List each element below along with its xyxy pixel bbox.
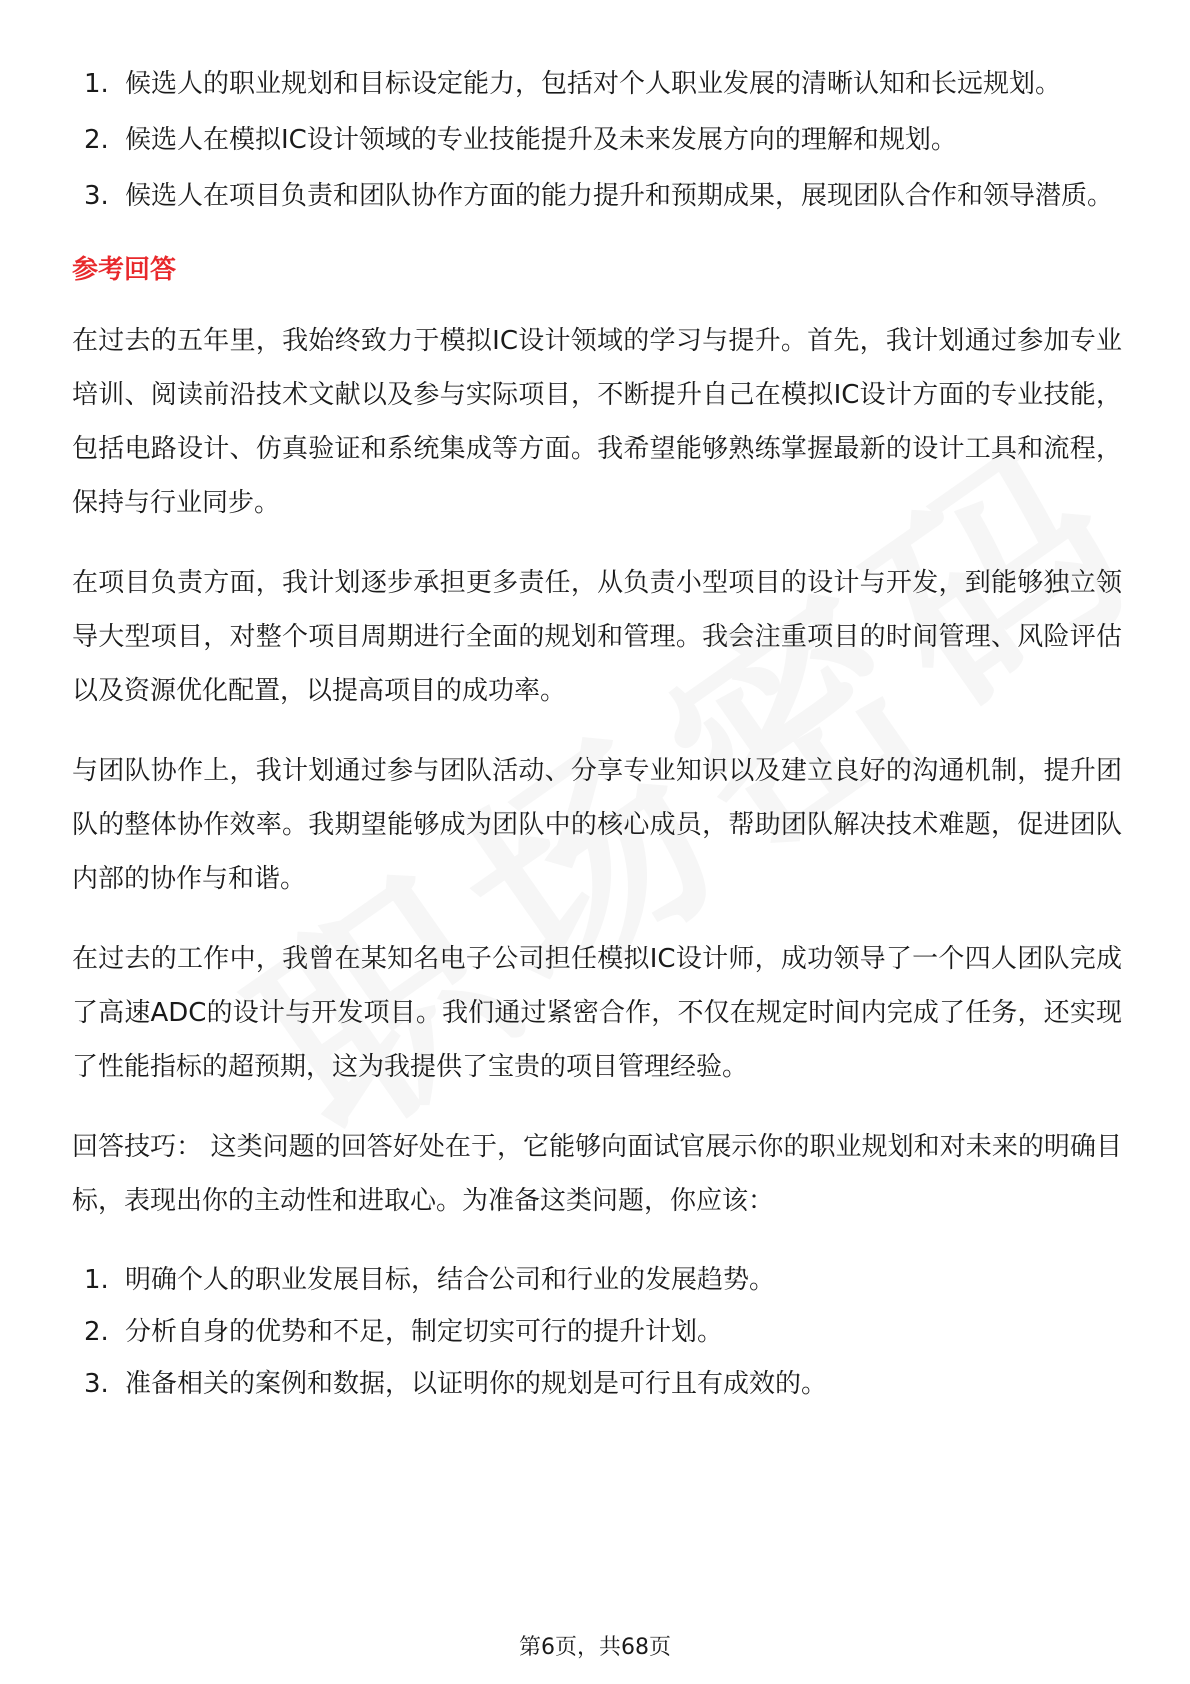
bottom-numbered-list [72,1254,1122,1410]
page-number-footer: 第6页，共68页 [519,1635,671,1660]
list-item-number: 1. [84,1265,109,1295]
list-item-text: 准备相关的案例和数据，以证明你的规划是可行且有成效的。 [125,1369,828,1399]
list-item [72,1358,1122,1410]
top-numbered-list [72,56,1122,224]
paragraph: 在过去的五年里，我始终致力于模拟IC设计领域的学习与提升。首先，我计划通过参加专业培训、阅读前沿技术文献以及参与实际项目，不断提升自己在模拟IC设计方面的专业技能，包括电路设计、仿真验证和系统集成等方面。我希望能够熟练掌握最新的设计工具和流程，保持与行业同步。 [72,326,1122,518]
list-item-number: 2. [84,1317,109,1347]
list-item-number: 3. [84,181,109,211]
paragraph: 在项目负责方面，我计划逐步承担更多责任，从负责小型项目的设计与开发，到能够独立领导大型项目，对整个项目周期进行全面的规划和管理。我会注重项目的时间管理、风险评估以及资源优化配置，以提高项目的成功率。 [72,568,1122,706]
paragraph: 在过去的工作中，我曾在某知名电子公司担任模拟IC设计师，成功领导了一个四人团队完成了高速ADC的设计与开发项目。我们通过紧密合作，不仅在规定时间内完成了任务，还实现了性能指标的超预期，这为我提供了宝贵的项目管理经验。 [72,944,1122,1082]
list-item-number: 1. [84,69,109,99]
list-item-text: 候选人的职业规划和目标设定能力，包括对个人职业发展的清晰认知和长远规划。 [125,69,1062,99]
list-item-number: 3. [84,1369,109,1399]
list-item [72,56,1122,112]
page-content [72,56,1122,1410]
paragraph: 与团队协作上，我计划通过参与团队活动、分享专业知识以及建立良好的沟通机制，提升团队的整体协作效率。我期望能够成为团队中的核心成员，帮助团队解决技术难题，促进团队内部的协作与和谐。 [72,756,1122,894]
list-item-number: 2. [84,125,109,155]
answer-tips-paragraph: 回答技巧： 这类问题的回答好处在于，它能够向面试官展示你的职业规划和对未来的明确目标，表现出你的主动性和进取心。为准备这类问题，你应该： [72,1132,1122,1216]
list-item [72,1254,1122,1306]
list-item [72,112,1122,168]
list-item [72,168,1122,224]
list-item-text: 候选人在模拟IC设计领域的专业技能提升及未来发展方向的理解和规划。 [125,125,957,155]
list-item-text: 分析自身的优势和不足，制定切实可行的提升计划。 [125,1317,724,1347]
list-item [72,1306,1122,1358]
list-item-text: 候选人在项目负责和团队协作方面的能力提升和预期成果，展现团队合作和领导潜质。 [125,181,1114,211]
section-title: 参考回答 [72,255,177,285]
list-item-text: 明确个人的职业发展目标，结合公司和行业的发展趋势。 [125,1265,776,1295]
